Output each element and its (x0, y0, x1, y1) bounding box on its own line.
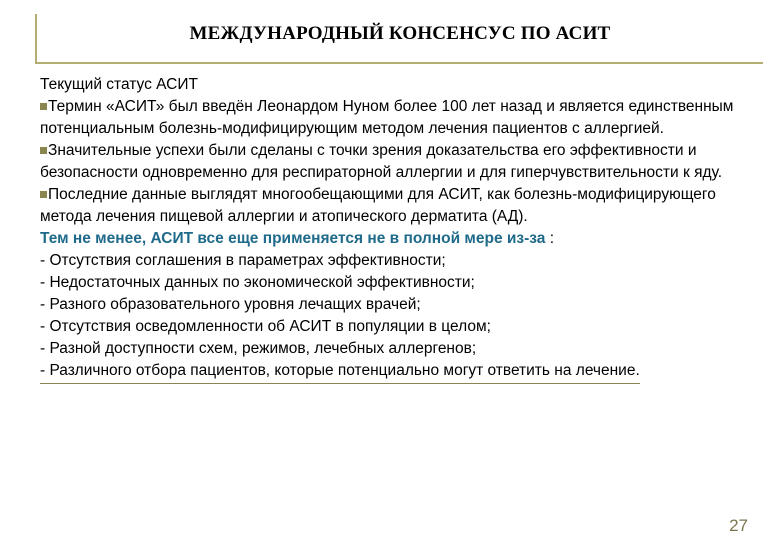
reason-item: - Отсутствия осведомленности об АСИТ в популяции в целом; (40, 318, 491, 335)
bullet-text: Значительные успехи были сделаны с точки зрения доказательства его эффективности и безопасности одновременно для респираторной аллергии и для гиперчувствительности к яду. (40, 142, 723, 181)
bullet-text: Термин «АСИТ» был введён Леонардом Нуном более 100 лет назад и является единственным потенциальным болезнь-модифицирующим методом лечения пациентов с аллергией. (40, 98, 734, 137)
bullet-item (40, 96, 752, 140)
square-bullet-icon (40, 103, 47, 110)
square-bullet-icon (40, 147, 47, 154)
slide-title: МЕЖДУНАРОДНЫЙ КОНСЕНСУС ПО АСИТ (189, 23, 611, 44)
however-lead: Тем не менее, АСИТ все еще применяется не в полной мере из-за (40, 230, 546, 247)
reason-item-last (40, 360, 752, 384)
bullet-text: Последние данные выглядят многообещающими для АСИТ, как болезнь-модифицирующего метода лечения пищевой аллергии и атопического дерматита (АД). (40, 186, 716, 225)
slide-content (40, 74, 752, 384)
status-heading: Текущий статус АСИТ (40, 76, 198, 93)
page-number: 27 (729, 516, 748, 535)
however-statement (40, 228, 752, 250)
bullet-item (40, 140, 752, 184)
title-frame (35, 14, 763, 64)
however-tail: : (545, 230, 555, 247)
square-bullet-icon (40, 191, 47, 198)
reason-item: - Недостаточных данных по экономической эффективности; (40, 274, 475, 291)
reason-item: - Разной доступности схем, режимов, лечебных аллергенов; (40, 340, 477, 357)
reason-item: - Разного образовательного уровня лечащих врачей; (40, 296, 421, 313)
bullet-item (40, 184, 752, 228)
reason-item: - Отсутствия соглашения в параметрах эффективности; (40, 252, 446, 269)
reason-item-text: - Различного отбора пациентов, которые потенциально могут ответить на лечение. (40, 360, 640, 384)
